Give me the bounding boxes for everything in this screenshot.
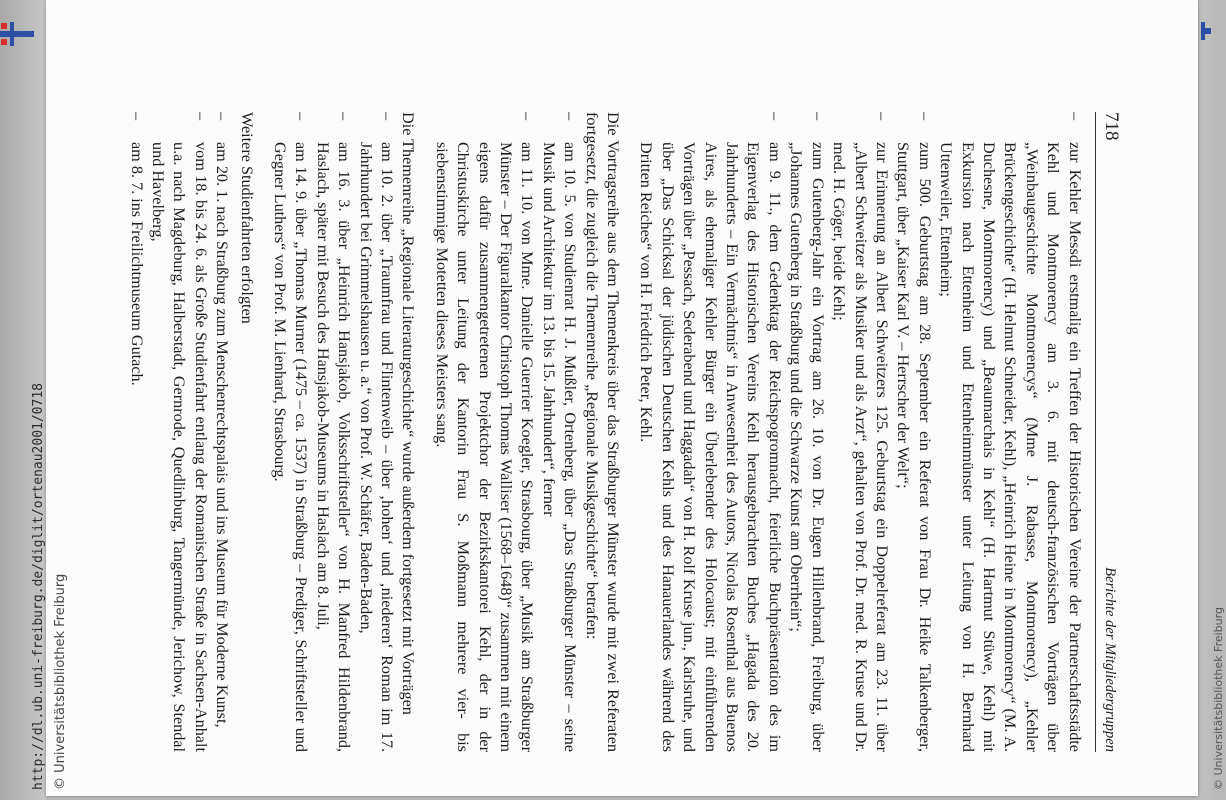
list-item xyxy=(935,112,1085,752)
event-list-c xyxy=(269,112,397,752)
list-item-text: am 10. 5. von Studienrat H. J. Mußler, Ortenberg, über „Das Straßburger Münster – seine Musik und Architektur im 13. bis 15. Jahrhundert“, ferner xyxy=(539,142,580,752)
list-item-text: am 9. 11., dem Gedenktag der Reichspogromnacht, feierliche Buchpräsentation des im Eigenverlag des Historischen Vereins Kehl herausgebrachten Buches „Hagada des 20. Jahrhunderts – Ein Vermächtnis“ in Anwesenheit des Autors, Nicolas Rosenthal aus Buenos Aires, als ehemaliger Kehler Bürger ein Überlebender des Holocaust; mit einführenden Vorträgen über „Pessach, Sederabend und Haggadah“ von H. Rolf Kruse jun., Karlsruhe, und über „Das Schicksal der jüdischen Deutschen Kehls und des Hanauerlandes während des Dritten Reiches“ von H. Friedrich Peter, Kehl. xyxy=(637,142,784,752)
copyright-notice: © Universitätsbibliothek Freiburg xyxy=(53,573,68,790)
running-head: Berichte der Mitgliedergruppen xyxy=(1102,567,1118,752)
list-item-text: zum Gutenberg-Jahr ein Vortrag am 26. 10. von Dr. Eugen Hillenbrand, Freiburg, über „Johannes Gutenberg in Straßburg und die Schwarze Kunst am Oberrhein“; xyxy=(787,142,827,752)
list-dash: – xyxy=(915,112,934,121)
list-dash: – xyxy=(561,112,580,121)
event-list-a xyxy=(635,112,1085,752)
list-dash: – xyxy=(378,112,396,121)
list-item-text: am 8. 7. ins Freilichtmuseum Gutach. xyxy=(127,142,146,386)
list-item xyxy=(430,112,537,752)
list-dash: – xyxy=(765,112,784,121)
event-list-b xyxy=(430,112,580,752)
list-item xyxy=(892,112,935,752)
list-dash: – xyxy=(1065,112,1084,121)
list-item-text: am 10. 2. über „Traumfrau und Flintenweib – über ‚hohen‘ und ‚niederen‘ Roman im 17. Jahrhundert bei Grimmelshausen u. a.“ von Prof. W. Schäfer, Baden-Baden, xyxy=(356,142,396,752)
list-dash: – xyxy=(872,112,891,121)
list-dash: – xyxy=(518,112,537,121)
list-item-text: vom 18. bis 24. 6. als Große Studienfahrt entlang der Romanischen Straße in Sachsen-Anhalt u.a. nach Magdeburg, Halberstadt, Gernrode, Quedlinburg, Tangermünde, Jerichow, Stendal und Havelberg, xyxy=(148,142,210,752)
list-item xyxy=(537,112,580,752)
list-dash: – xyxy=(335,112,354,121)
page-header xyxy=(1095,112,1122,752)
list-dash: – xyxy=(127,112,146,121)
list-item-text: am 16. 3. über „Heinrich Hansjakob, Volksschriftsteller“ von H. Manfred Hildenbrand, Haslach, später mit Besuch des Hansjakob-Museums in Haslach am 8. Juli, xyxy=(313,142,354,752)
color-calibration-mark-icon-right xyxy=(1199,22,1211,40)
list-dash: – xyxy=(191,112,210,121)
list-item xyxy=(147,112,211,752)
event-list-d xyxy=(125,112,232,752)
right-edge-copyright xyxy=(1212,550,1226,790)
list-item xyxy=(125,112,146,752)
list-item xyxy=(635,112,785,752)
paragraph-music-history: Die Vortragsreihe aus dem Themenkreis über das Straßburger Münster wurde mit zwei Referaten fortgesetzt, die zugleich die Themenreihe „Regionale Musikgeschichte“ betrafen: xyxy=(582,112,623,752)
paragraph-study-trips: Weitere Studienfahrten erfolgten xyxy=(237,112,256,324)
list-dash: – xyxy=(213,112,232,121)
rotated-printed-page xyxy=(127,112,1122,752)
list-item-text: am 14. 9. über „Thomas Murner (1475 – ca. 1537) in Straßburg – Prediger, Schriftsteller und Gegner Luthers“ von Prof. M. Lienhard, Strasbourg. xyxy=(270,142,311,752)
right-edge-copyright-text: © Universitätsbibliothek Freiburg xyxy=(1212,607,1225,790)
list-item xyxy=(354,112,397,752)
right-scan-margin xyxy=(1198,0,1212,800)
list-item xyxy=(785,112,828,752)
list-item xyxy=(828,112,892,752)
list-dash: – xyxy=(292,112,311,121)
paragraph-literature-history: Die Themenreihe „Regionale Literaturgeschichte“ wurde außerdem fortgesetzt mit Vorträgen xyxy=(399,112,418,715)
list-item xyxy=(311,112,354,752)
viewer-side-strip xyxy=(28,0,68,790)
list-item xyxy=(269,112,312,752)
page-number: 718 xyxy=(1101,112,1122,141)
list-item-text: zum 500. Geburtstag am 28. September ein Referat von Frau Dr. Heike Talkenberger, Stuttgart, über „Kaiser Karl V. – Herrscher der Welt“; xyxy=(894,142,934,752)
list-item-text: am 11. 10. von Mme. Danielle Guerrier Koegler, Strasbourg, über „Musik am Straßburger Münster – Der Figuralkantor Christoph Thomas Walliser (1568–1648)“ zusammen mit einem eigens dafür zusammengetretenen Projektchor der Bezirkskantorei Kehl, der in der Christuskirche unter Leitung der Kantorin Frau S. Moßmann mehrere vier- bis siebenstimmige Motetten dieses Meisters sang. xyxy=(432,142,537,752)
list-item-text: zur Erinnerung an Albert Schweitzers 125. Geburtstag ein Doppelreferat am 23. 11. über „Albert Schweitzer als Musiker und als Arzt“, gehalten von Prof. Dr. med. R. Kruse und Dr. med. H. Göger, beide Kehl; xyxy=(830,142,891,752)
list-item-text: zur Kehler Messdi erstmalig ein Treffen der Historischen Vereine der Partnerschaftsstädte Kehl und Montmorency am 3. 6. mit deutsch-französischen Vorträgen über „Weinbaugeschichte Montmorencys“ (Mme J. Rabasse, Montmorency), „Kehler Brückengeschichte“ (H. Helmut Schneider, Kehl), „Heinrich Heine in Montmorency“ (M. A. Duchesne, Montmorency) und „Beaumarchais in Kehl“ (H. Hartmut Stüwe, Kehl) mit Exkursion nach Ettenheim und Ettenheimmünster unter Leitung von H. Bernhard Uttenweiler, Ettenheim; xyxy=(937,142,1084,752)
list-item-text: am 20. 1. nach Straßburg zum Menschenrechtspalais und ins Museum für Moderne Kunst, xyxy=(213,142,232,728)
list-item xyxy=(211,112,232,752)
document-url-link[interactable]: http://dl.ub.uni-freiburg.de/diglit/ortenau2001/0718 xyxy=(31,383,46,790)
list-dash: – xyxy=(808,112,827,121)
